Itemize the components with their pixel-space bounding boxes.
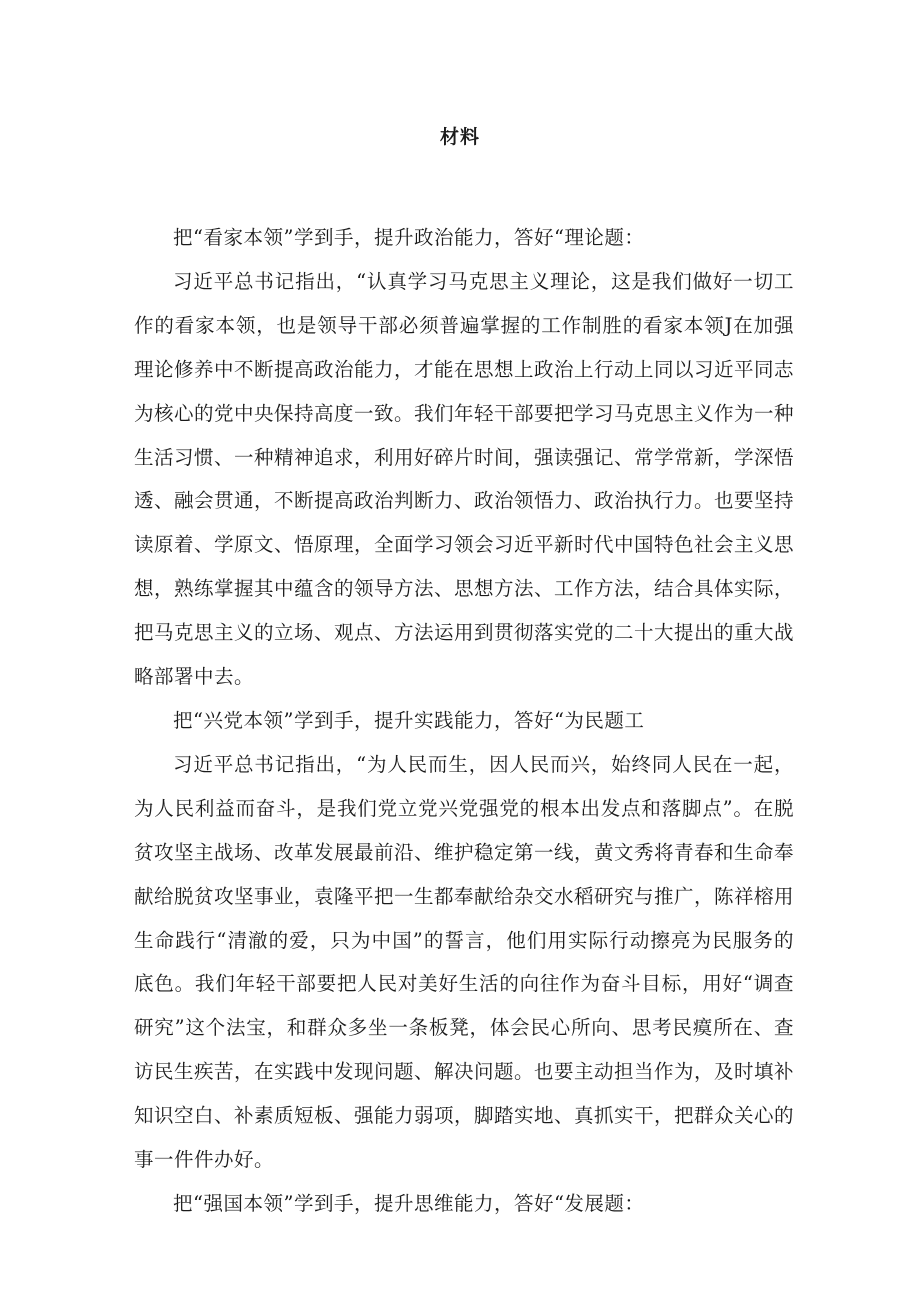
paragraph-body-2: 习近平总书记指出，“为人民而生，因人民而兴，始终同人民在一起，为人民利益而奋斗，是我们党立党兴党强党的根本出发点和落脚点”。在脱贫攻坚主战场、改革发展最前沿、维护稳定第一线，黄文秀将青春和生命奉献给脱贫攻坚事业，袁隆平把一生都奉献给杂交水稻研究与推广，陈祥榕用生命践行“清澈的爱，只为中国”的誓言，他们用实际行动擦亮为民服务的底色。我们年轻干部要把人民对美好生活的向往作为奋斗目标，用好“调查研究”这个法宝，和群众多坐一条板凳，体会民心所向、思考民瘼所在、查访民生疾苦，在实践中发现问题、解决问题。也要主动担当作为，及时填补知识空白、补素质短板、强能力弱项，脚踏实地、真抓实干，把群众关心的事一件件办好。 bbox=[134, 752, 795, 1172]
document-body bbox=[134, 216, 794, 1226]
page-title: 材料 bbox=[439, 126, 480, 148]
paragraph-heading-3: 把“强国本领”学到手，提升思维能力，答好“发展题： bbox=[173, 1191, 645, 1215]
paragraph-heading-2: 把“兴党本领”学到手，提升实践能力，答好“为民题工 bbox=[173, 708, 645, 732]
paragraph-body-1: 习近平总书记指出，“认真学习马克思主义理论，这是我们做好一切工作的看家本领，也是领导干部必须普遍掌握的工作制胜的看家本领J在加强理论修养中不断提高政治能力，才能在思想上政治上行动上同以习近平同志为核心的党中央保持高度一致。我们年轻干部要把学习马克思主义作为一种生活习惯、一种精神追求，利用好碎片时间，强读强记、常学常新，学深悟透、融会贯通，不断提高政治判断力、政治领悟力、政治执行力。也要坚持读原着、学原文、悟原理，全面学习领会习近平新时代中国特色社会主义思想，熟练掌握其中蕴含的领导方法、思想方法、工作方法，结合具体实际，把马克思主义的立场、观点、方法运用到贯彻落实党的二十大提出的重大战略部署中去。 bbox=[134, 269, 795, 689]
paragraph-heading-1: 把“看家本领”学到手，提升政治能力，答好“理论题： bbox=[173, 226, 645, 249]
